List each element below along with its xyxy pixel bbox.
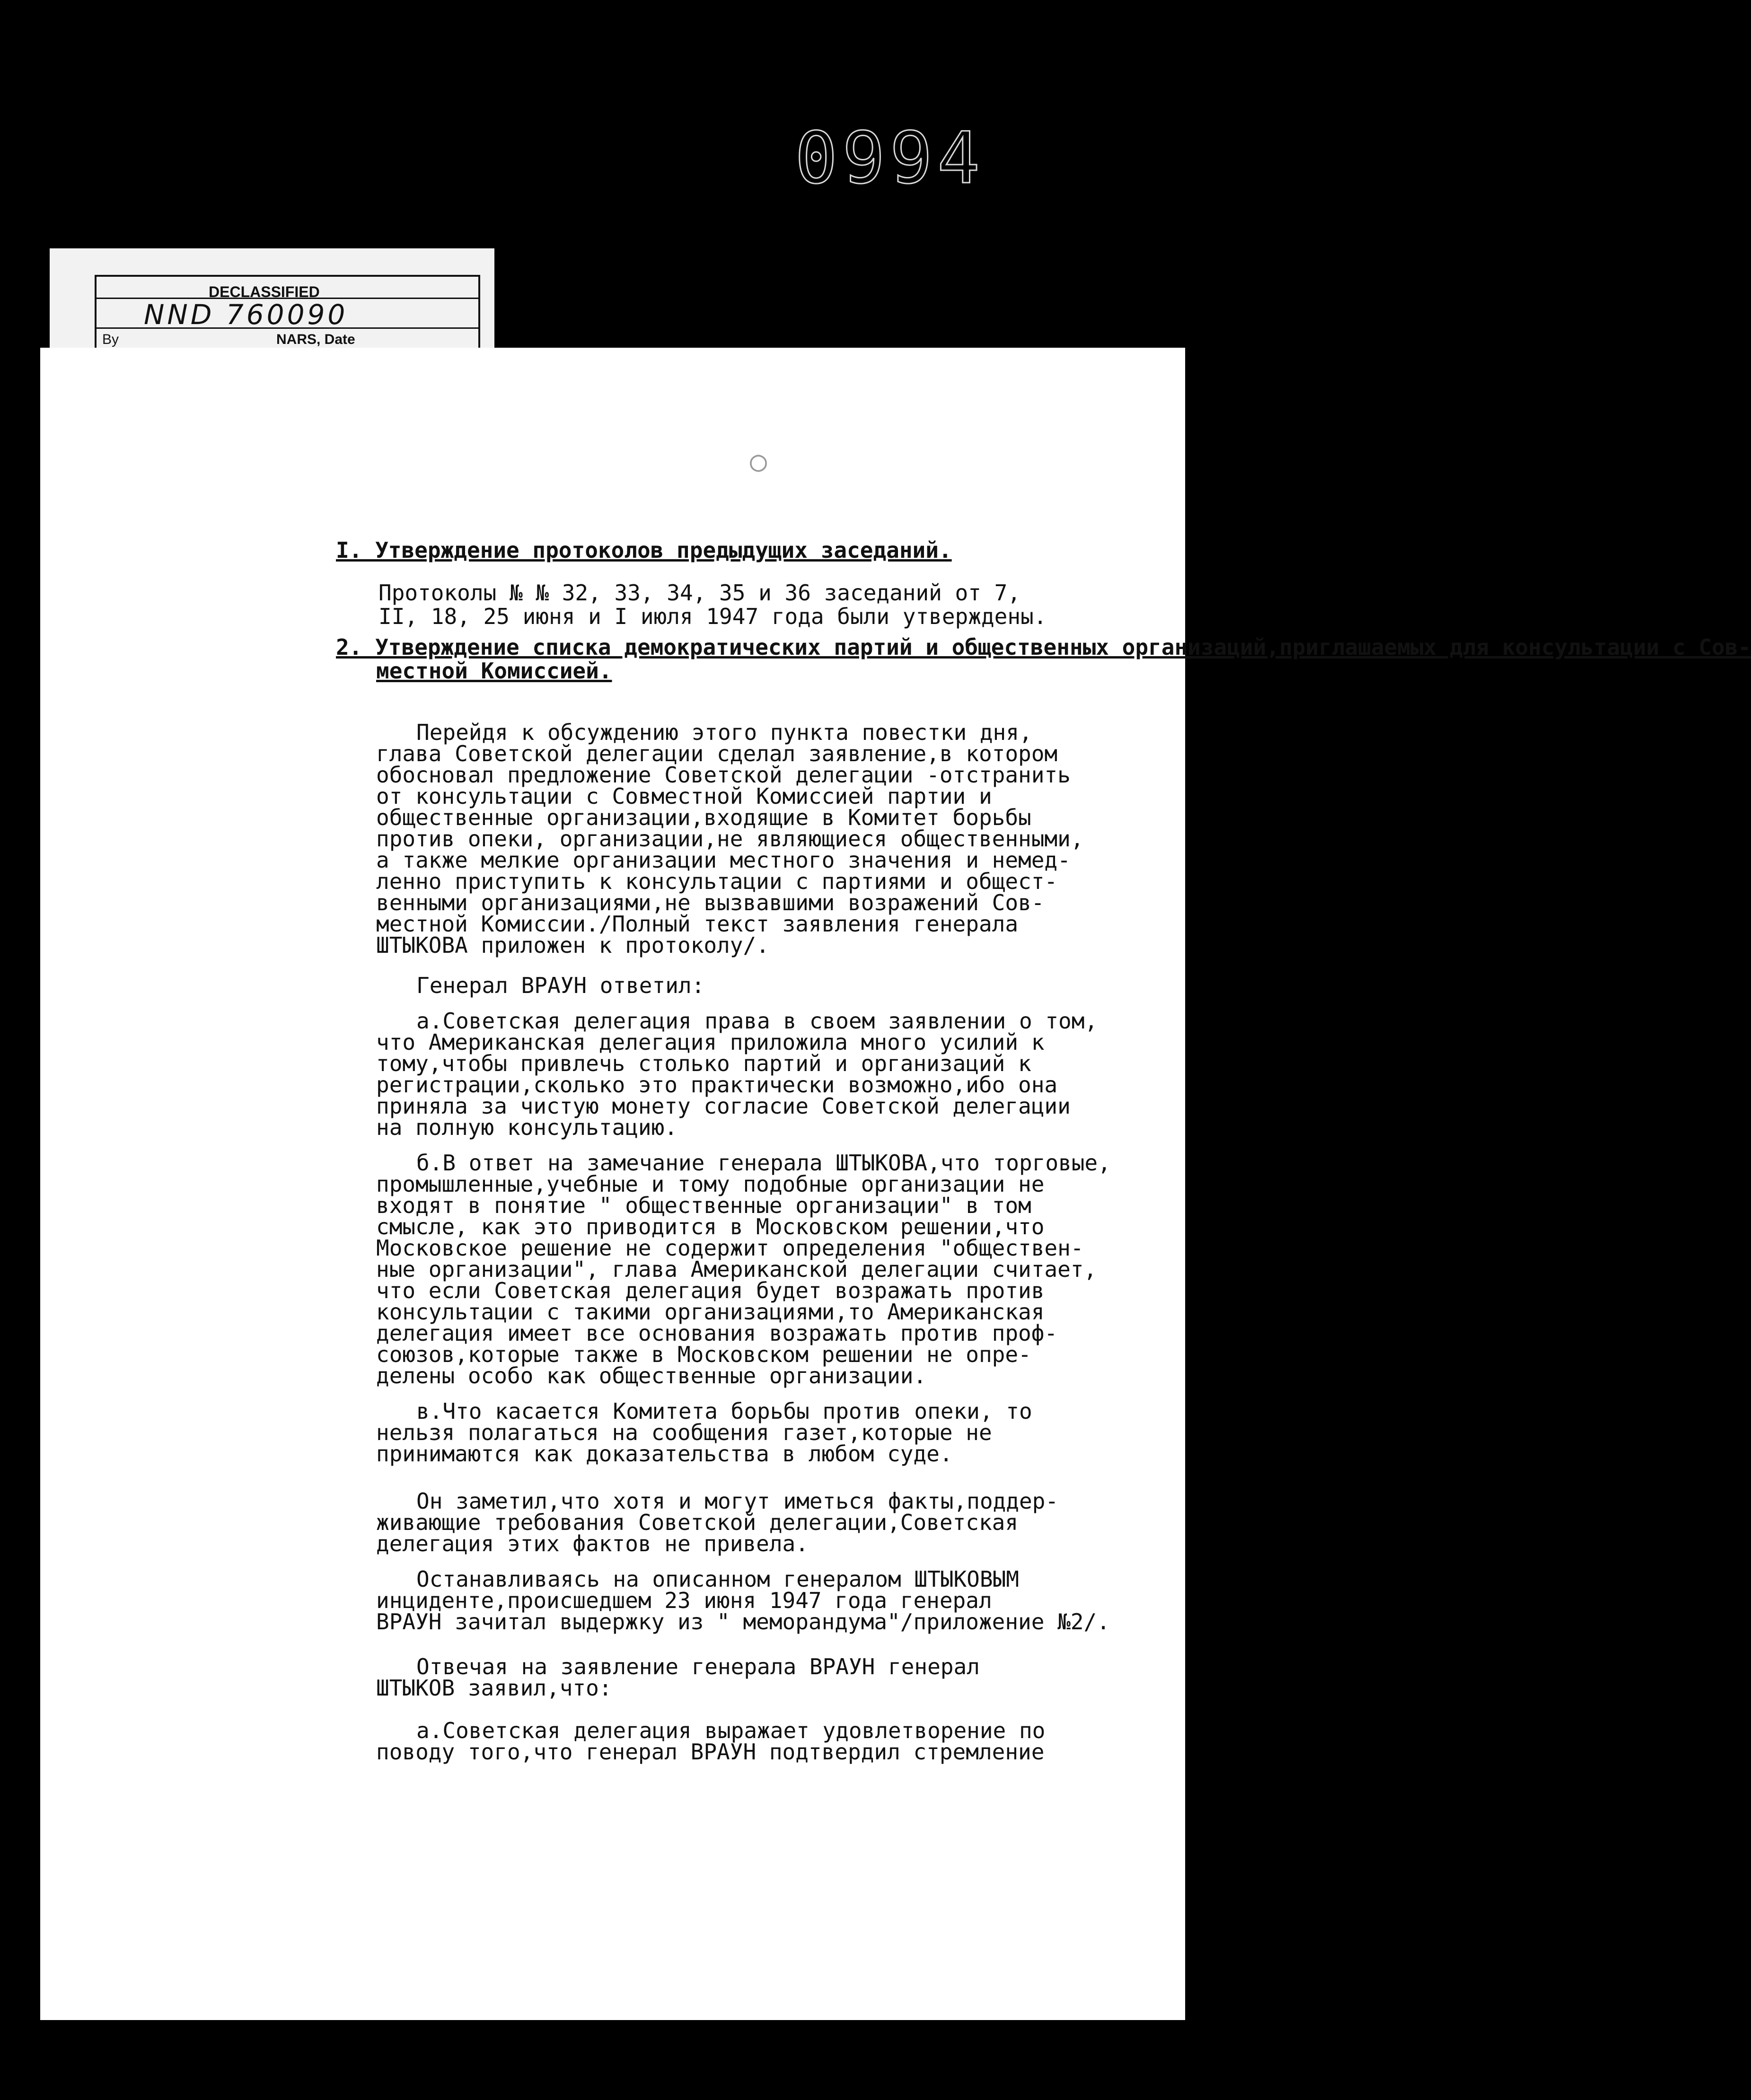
stamp-by-label: By xyxy=(102,332,119,347)
point-v-line: в.Что касается Комитета борьбы против опеки, то xyxy=(416,1398,1032,1424)
para1-line: от консультации с Совместной Комиссией партии и xyxy=(376,783,992,809)
stamp-title: DECLASSIFIED xyxy=(209,283,320,300)
point-v-line: нельзя полагаться на сообщения газет,которые не xyxy=(376,1420,992,1445)
point-b-line: промышленные,учебные и тому подобные организации не xyxy=(376,1171,1045,1197)
point-b-line: делены особо как общественные организации. xyxy=(376,1363,927,1388)
para1-line: ШТЫКОВА приложен к протоколу/. xyxy=(376,932,769,958)
point-a-line: приняла за чистую монету согласие Советской делегации xyxy=(376,1093,1071,1119)
reply-a-line: поводу того,что генерал ВРАУН подтвердил стремление xyxy=(376,1739,1045,1765)
section1-line: II, 18, 25 июня и I июля 1947 года были утверждены. xyxy=(378,604,1047,629)
point-a-line: регистрации,сколько это практически возможно,ибо она xyxy=(376,1072,1058,1098)
point-a-line: тому,чтобы привлечь столько партий и организаций к xyxy=(376,1051,1031,1076)
document-page xyxy=(40,348,1751,2020)
para1-line: общественные организации,входящие в Комитет борьбы xyxy=(376,805,1031,830)
section1-line: Протоколы № № 32, 33, 34, 35 и 36 заседаний от 7, xyxy=(378,580,1021,606)
incident-line: ВРАУН зачитал выдержку из " меморандума"/приложение №2/. xyxy=(376,1609,1110,1634)
stamp-box xyxy=(95,275,480,357)
point-a-line: на полную консультацию. xyxy=(376,1115,678,1140)
stamp-authority: NND 760090 xyxy=(144,299,348,331)
para1-line: Перейдя к обсуждению этого пункта повестки дня, xyxy=(416,720,1032,745)
para1-line: ленно приступить к консультации с партиями и общест- xyxy=(376,869,1058,894)
point-b-line: б.В ответ на замечание генерала ШТЫКОВА,что торговые, xyxy=(416,1150,1111,1176)
point-b-line: ные организации", глава Американской делегации считает, xyxy=(376,1256,1097,1282)
point-b-line: Московское решение не содержит определения "обществен- xyxy=(376,1235,1084,1261)
para1-line: а также мелкие организации местного значения и немед- xyxy=(376,847,1071,873)
section2-heading: 2. Утверждение списка демократических партий и общественных организаций,приглашаемых для консультации с Сов- xyxy=(336,634,1751,660)
point-b-line: консультации с такими организациями,то Американская xyxy=(376,1299,1045,1325)
point-b-line: входят в понятие " общественные организации" в том xyxy=(376,1193,1031,1218)
noted-line: Он заметил,что хотя и могут иметься факты,поддер- xyxy=(416,1488,1059,1514)
section2-heading: местной Комиссией. xyxy=(376,658,612,684)
incident-line: инциденте,происшедшем 23 июня 1947 года генерал xyxy=(376,1588,992,1613)
archive-page-number: 0994 xyxy=(795,117,985,200)
para1-line: обосновал предложение Советской делегации -отстранить xyxy=(376,762,1071,788)
section1-heading: I. Утверждение протоколов предыдущих заседаний. xyxy=(336,537,952,563)
para1-line: венными организациями,не вызвавшими возражений Сов- xyxy=(376,890,1045,915)
point-b-line: союзов,которые также в Московском решении не опре- xyxy=(376,1342,1031,1367)
point-b-line: делегация имеет все основания возражать против проф- xyxy=(376,1320,1058,1346)
para1-line: глава Советской делегации сделал заявление,в котором xyxy=(376,741,1058,766)
incident-line: Останавливаясь на описанном генералом ШТЫКОВЫМ xyxy=(416,1566,1019,1592)
reply-a-line: а.Советская делегация выражает удовлетворение по xyxy=(416,1718,1046,1743)
hole-punch-mark: ○ xyxy=(750,445,767,478)
stamp-date-label: NARS, Date xyxy=(276,332,355,347)
para1-line: местной Комиссии./Полный текст заявления генерала xyxy=(376,911,1019,937)
point-b-line: что если Советская делегация будет возражать против xyxy=(376,1278,1045,1303)
point-a-line: а.Советская делегация права в своем заявлении о том, xyxy=(416,1008,1098,1034)
point-b-line: смысле, как это приводится в Московском решении,что xyxy=(376,1214,1045,1239)
noted-line: делегация этих фактов не привела. xyxy=(376,1531,809,1556)
reply-intro-line: ШТЫКОВ заявил,что: xyxy=(376,1675,612,1701)
reply-intro-line: Отвечая на заявление генерала ВРАУН генерал xyxy=(416,1654,980,1679)
declassification-stamp xyxy=(50,248,494,357)
braun-intro: Генерал ВРАУН ответил: xyxy=(416,973,705,998)
noted-line: живающие требования Советской делегации,Советская xyxy=(376,1510,1019,1535)
point-v-line: принимаются как доказательства в любом суде. xyxy=(376,1441,953,1467)
point-a-line: что Американская делегация приложила много усилий к xyxy=(376,1029,1045,1055)
para1-line: против опеки, организации,не являющиеся общественными, xyxy=(376,826,1084,852)
